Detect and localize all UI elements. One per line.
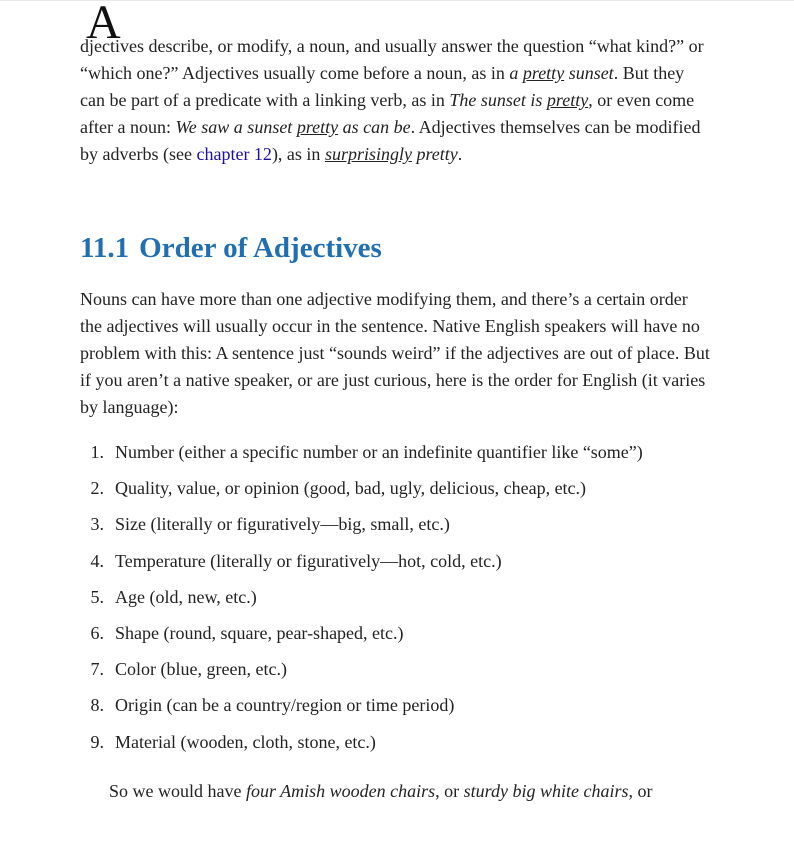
list-item: 7. Color (blue, green, etc.) — [90, 659, 287, 680]
list-item: 2. Quality, value, or opinion (good, bad, ugly, delicious, cheap, etc.) — [90, 478, 587, 499]
list-item: 4. Temperature (literally or figuratively—hot, cold, etc.) — [90, 550, 502, 571]
list-item: 6. Shape (round, square, pear-shaped, etc.) — [90, 622, 404, 643]
drop-cap: A — [86, 0, 121, 49]
intro-paragraph: A djectives describe, or modify, a noun, and usually answer the question “what kind?” or “which one?” Adjectives usually come before a noun, as in a pretty sunset. But they can be part of a predicate with a linking verb, as in The sunset is pretty, or even come after a noun: We saw a sunset pretty as can be. Adjectives themselves can be modified by adverbs (see chapter 12), as in surprisingly pretty. — [80, 0, 704, 164]
list-item: 3. Size (literally or figuratively—big, small, etc.) — [90, 514, 450, 535]
body-paragraph: Nouns can have more than one adjective modifying them, and there’s a certain order the adjectives will usually occur in the sentence. Native English speakers will have no problem with this: A sentence just “sounds weird” if the adjectives are out of place. But if you aren’t a native speaker, or are just curious, here is the order for English (it varies by language): — [80, 289, 710, 417]
closing-paragraph: So we would have four Amish wooden chairs, or sturdy big white chairs, or — [109, 781, 653, 801]
list-item: 1. Number (either a specific number or an indefinite quantifier like “some”) — [90, 442, 643, 462]
list-item: 8. Origin (can be a country/region or time period) — [90, 695, 455, 716]
section-heading — [80, 228, 382, 268]
chapter-12-link[interactable]: chapter 12 — [196, 144, 272, 164]
adjective-order-list — [80, 440, 643, 766]
list-item: 5. Age (old, new, etc.) — [90, 586, 257, 607]
list-item: 9. Material (wooden, cloth, stone, etc.) — [90, 731, 376, 752]
section-title: Order of Adjectives — [139, 232, 382, 264]
section-number: 11.1 — [80, 232, 130, 264]
